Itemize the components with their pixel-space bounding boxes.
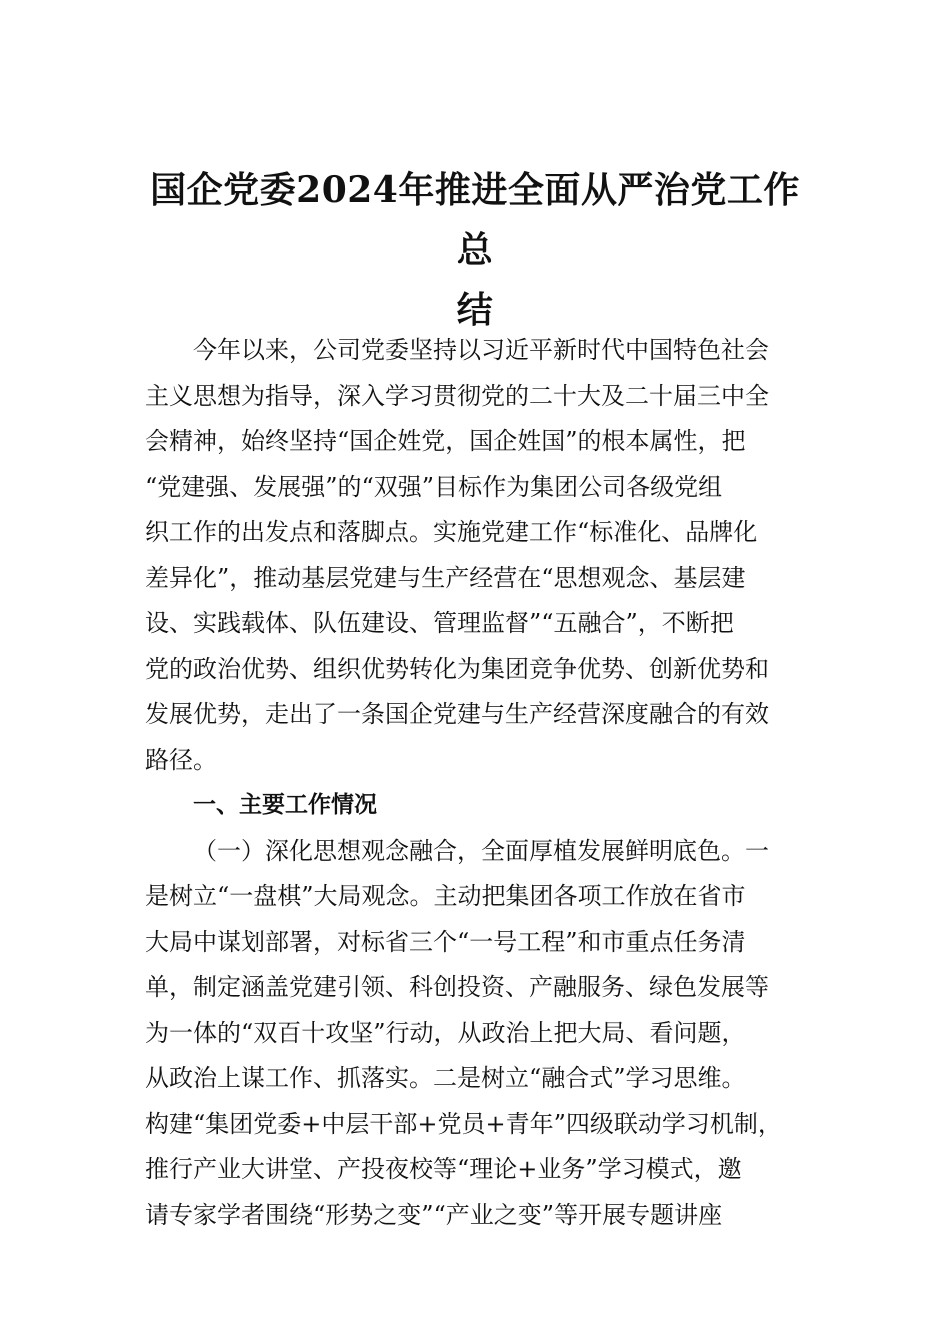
document-body xyxy=(145,328,825,1238)
title-line-2: 结 xyxy=(456,289,494,331)
section-heading: 一、主要工作情况 xyxy=(193,792,377,818)
paragraph-line: 请专家学者围绕“形势之变”“产业之变”等开展专题讲座 xyxy=(145,1200,723,1229)
document-title xyxy=(145,160,805,340)
paragraph-line: 设、实践载体、队伍建设、管理监督”“五融合”，不断把 xyxy=(145,609,734,637)
paragraph-line: 路径。 xyxy=(145,745,217,774)
paragraph-line: 单，制定涵盖党建引领、科创投资、产融服务、绿色发展等 xyxy=(145,973,769,1001)
paragraph-line: 发展优势，走出了一条国企党建与生产经营深度融合的有效 xyxy=(145,700,769,728)
paragraph-line: 大局中谋划部署，对标省三个“一号工程”和市重点任务清 xyxy=(145,927,746,956)
paragraph-line: 今年以来，公司党委坚持以习近平新时代中国特色社会 xyxy=(193,336,769,364)
paragraph-line: （一）深化思想观念融合，全面厚植发展鲜明底色。一 xyxy=(193,836,769,865)
paragraph-line: 党的政治优势、组织优势转化为集团竞争优势、创新优势和 xyxy=(145,654,769,683)
paragraph-line: 从政治上谋工作、抓落实。二是树立“融合式”学习思维。 xyxy=(145,1064,746,1092)
paragraph-line: 推行产业大讲堂、产投夜校等“理论+业务”学习模式，邀 xyxy=(145,1155,742,1183)
paragraph-line: “党建强、发展强”的“双强”目标作为集团公司各级党组 xyxy=(145,472,723,501)
title-line-1: 国企党委2024年推进全面从严治党工作总 xyxy=(150,169,800,271)
paragraph-line: 是树立“一盘棋”大局观念。主动把集团各项工作放在省市 xyxy=(145,882,746,910)
paragraph-line: 主义思想为指导，深入学习贯彻党的二十大及二十届三中全 xyxy=(145,381,769,410)
paragraph-line: 会精神，始终坚持“国企姓党，国企姓国”的根本属性，把 xyxy=(145,427,746,455)
paragraph-line: 织工作的出发点和落脚点。实施党建工作“标准化、品牌化 xyxy=(145,518,758,546)
paragraph-line: 差异化”，推动基层党建与生产经营在“思想观念、基层建 xyxy=(145,563,746,592)
paragraph-line: 为一体的“双百十攻坚”行动，从政治上把大局、看问题， xyxy=(145,1018,746,1047)
paragraph-line: 构建“集团党委+中层干部+党员+青年”四级联动学习机制， xyxy=(145,1109,782,1138)
